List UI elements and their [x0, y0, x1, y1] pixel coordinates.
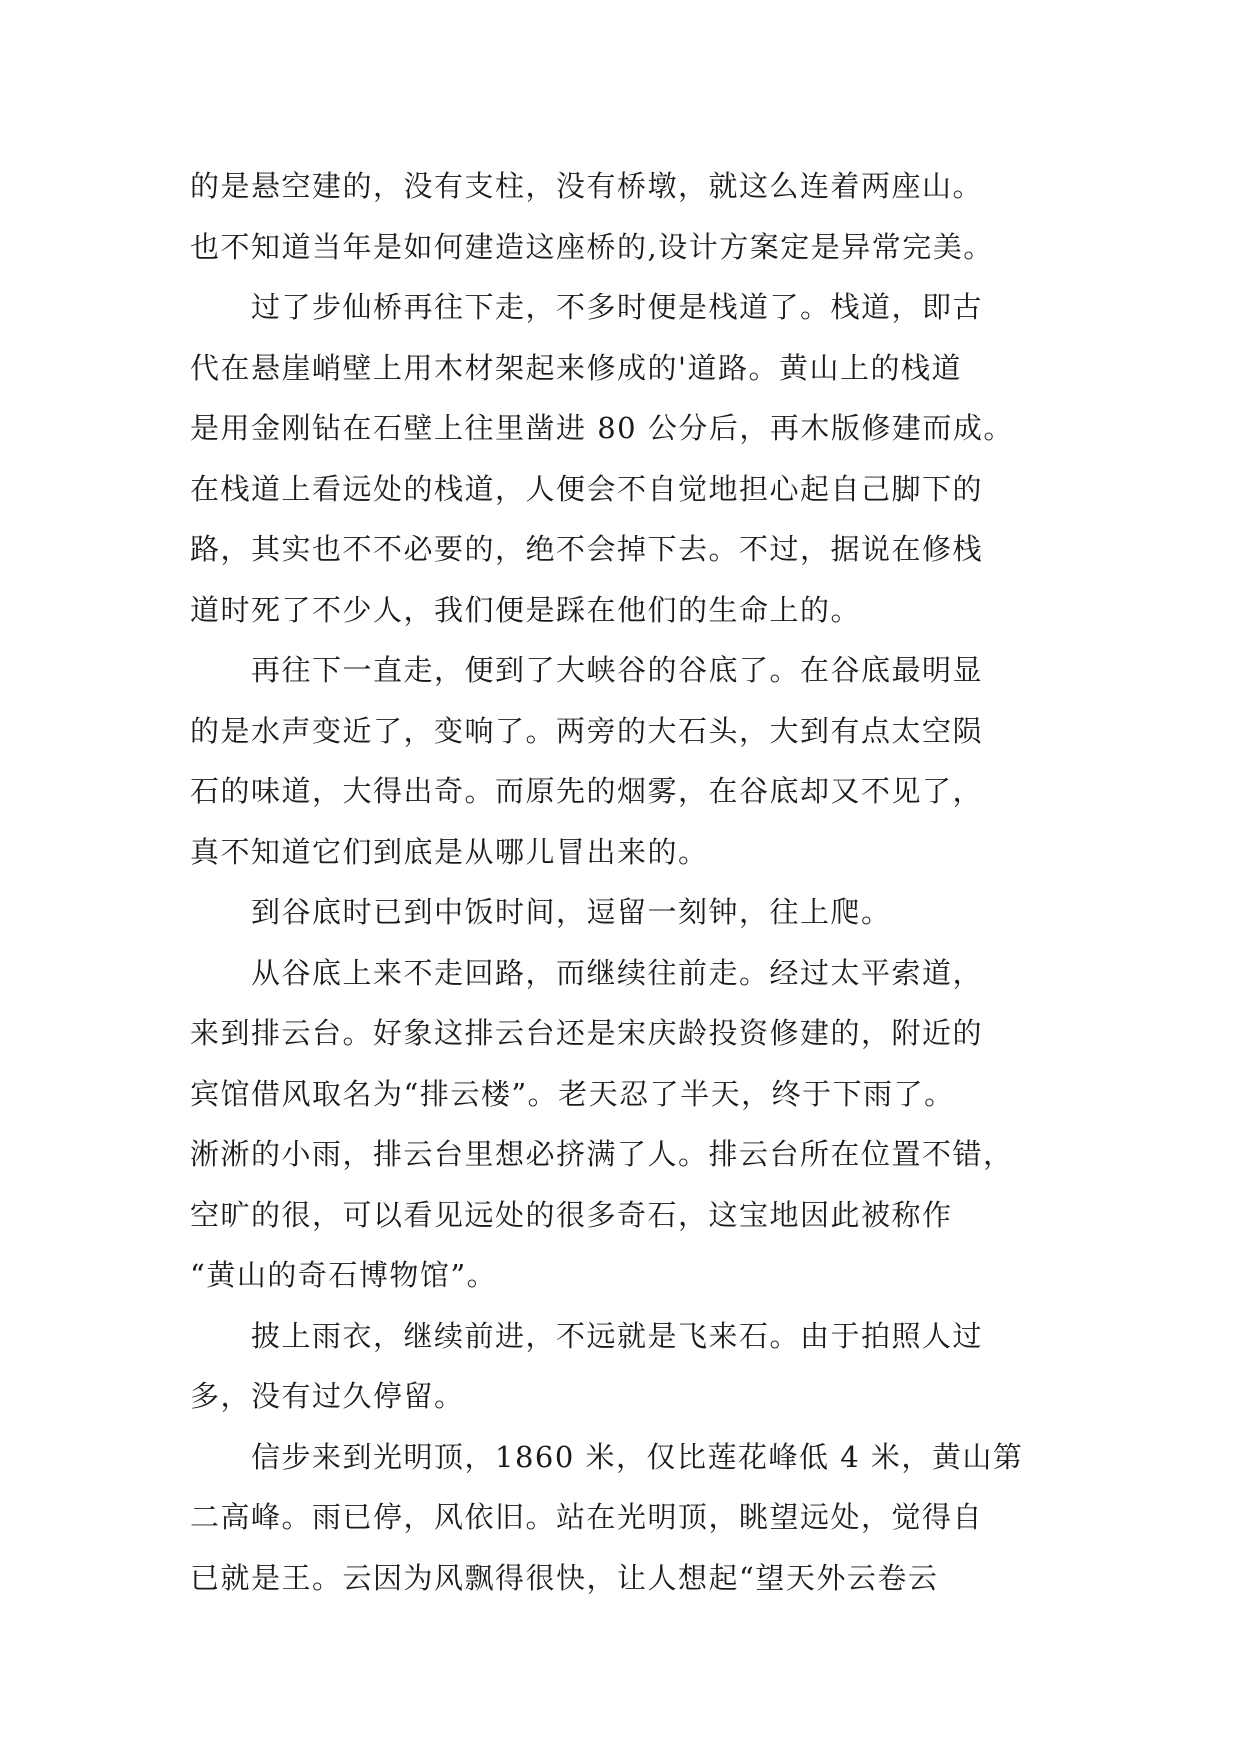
text-line: 真不知道它们到底是从哪儿冒出来的。 [190, 834, 709, 869]
text-line: 的是悬空建的，没有支柱，没有桥墩，就这么连着两座山。 [190, 169, 984, 203]
text-line: 道时死了不少人，我们便是踩在他们的生命上的。 [190, 592, 862, 627]
text-line: 的是水声变近了，变响了。两旁的大石头，大到有点太空陨 [190, 713, 984, 748]
text-line: 从谷底上来不走回路，而继续往前走。经过太平索道， [190, 955, 984, 990]
text-line: 来到排云台。好象这排云台还是宋庆龄投资修建的，附近的 [190, 1016, 984, 1050]
text-line: 淅淅的小雨，排云台里想必挤满了人。排云台所在位置不错， [190, 1137, 1014, 1171]
text-line: 再往下一直走，便到了大峡谷的谷底了。在谷底最明显 [190, 653, 984, 687]
text-line: 到谷底时已到中饭时间，逗留一刻钟，往上爬。 [190, 895, 892, 929]
text-line: 已就是王。云因为风飘得很快，让人想起“望天外云卷云 [190, 1560, 939, 1595]
text-line: 也不知道当年是如何建造这座桥的,设计方案定是异常完美。 [190, 229, 994, 264]
text-line: 过了步仙桥再往下走，不多时便是栈道了。栈道，即古 [190, 290, 984, 324]
text-line: 二高峰。雨已停，风依旧。站在光明顶，眺望远处，觉得自 [190, 1500, 984, 1534]
text-line: 是用金刚钻在石壁上往里凿进 80 公分后，再木版修建而成。 [190, 411, 1014, 445]
body-text [190, 156, 1090, 1608]
text-line: 宾馆借风取名为“排云楼”。老天忍了半天，终于下雨了。 [190, 1076, 955, 1111]
text-line: 信步来到光明顶，1860 米，仅比莲花峰低 4 米，黄山第 [190, 1439, 1024, 1474]
text-line: 多，没有过久停留。 [190, 1379, 465, 1413]
text-line: 在栈道上看远处的栈道，人便会不自觉地担心起自己脚下的 [190, 471, 984, 506]
text-line: 空旷的很，可以看见远处的很多奇石，这宝地因此被称作 [190, 1197, 953, 1232]
text-line: 代在悬崖峭壁上用木材架起来修成的'道路。黄山上的栈道 [190, 350, 962, 385]
text-line: 路，其实也不不必要的，绝不会掉下去。不过，据说在修栈 [190, 532, 984, 566]
text-line: “黄山的奇石博物馆”。 [190, 1258, 498, 1292]
text-line: 披上雨衣，继续前进，不远就是飞来石。由于拍照人过 [190, 1318, 984, 1353]
text-line: 石的味道，大得出奇。而原先的烟雾，在谷底却又不见了， [190, 774, 984, 808]
